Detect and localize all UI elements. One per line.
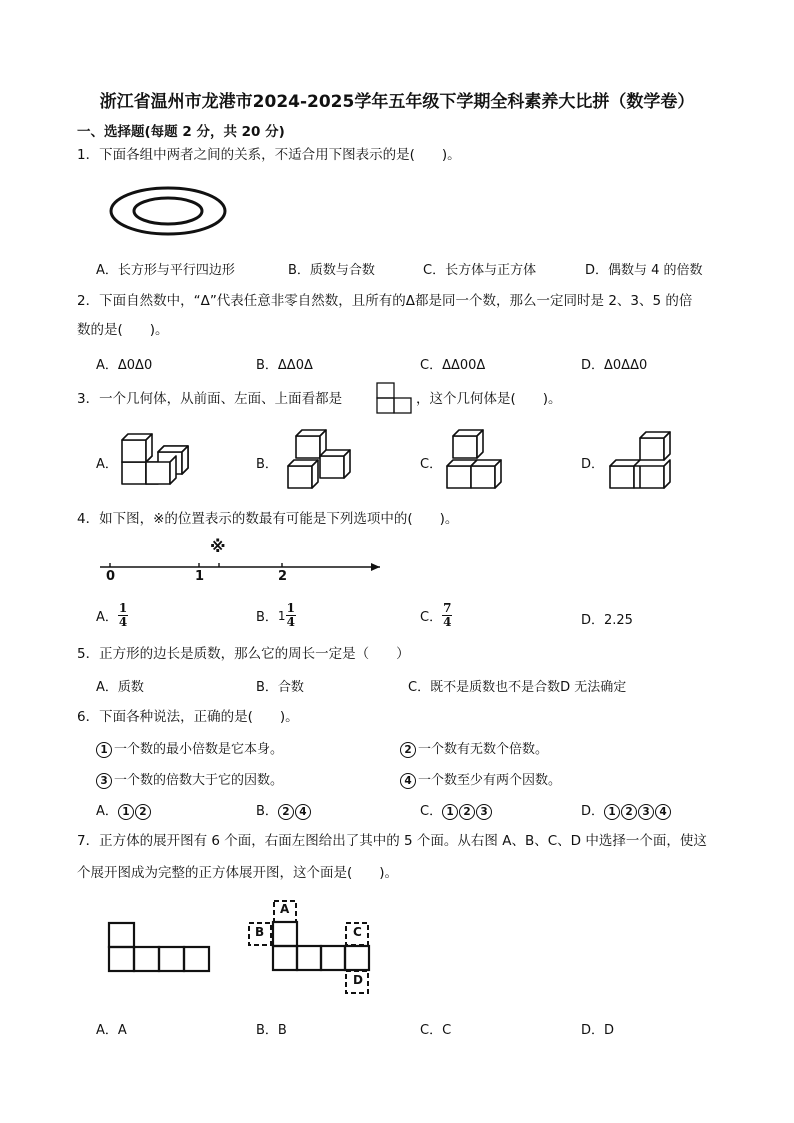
question-3-text-before: 3．一个几何体，从前面、左面、上面看都是: [77, 391, 343, 407]
q7-option-c[interactable]: C．C: [420, 1023, 452, 1038]
fraction-seven-quarters: $\frac{7}{4}$: [443, 601, 452, 629]
question-5-text: 5．正方形的边长是质数，那么它的周长一定是（ ）: [77, 646, 410, 662]
number-line-tick-1: 1: [195, 569, 205, 584]
q6-option-b[interactable]: B． 2 4: [256, 800, 312, 820]
q6-statement-4: 4 一个数至少有两个因数。: [400, 769, 561, 789]
l-shape-view-figure: [375, 381, 413, 415]
q2-option-c[interactable]: C．ΔΔ00Δ: [420, 358, 486, 373]
number-line-tick-2: 2: [278, 569, 288, 584]
q2-option-b[interactable]: B．ΔΔ0Δ: [256, 358, 313, 373]
q4-option-b[interactable]: [256, 602, 296, 629]
q7-option-a[interactable]: A．A: [96, 1023, 127, 1038]
q7-option-b[interactable]: B．B: [256, 1023, 287, 1038]
section-heading: 一、选择题(每题 2 分，共 20 分): [77, 124, 285, 140]
number-line-tick-0: 0: [106, 569, 116, 584]
q2-option-a[interactable]: A．Δ0Δ0: [96, 358, 153, 373]
question-1-text: 1．下面各组中两者之间的关系，不适合用下图表示的是( )。: [77, 147, 461, 163]
question-7-line1: 7．正方体的展开图有 6 个面，右面左图给出了其中的 5 个面。从右图 A、B、C、D 中选择一个面，使这: [77, 833, 707, 849]
q4-option-c[interactable]: [420, 602, 452, 629]
q6-statement-1: 1 一个数的最小倍数是它本身。: [96, 738, 283, 758]
q5-option-a[interactable]: A．质数: [96, 680, 144, 695]
q7-option-d[interactable]: D．D: [581, 1023, 615, 1038]
q3-option-d-cubes[interactable]: [604, 426, 676, 494]
circled-number-icon: 3: [96, 773, 112, 789]
question-2-line2: 数的是( )。: [77, 322, 169, 338]
q5-option-b[interactable]: B．合数: [256, 680, 304, 695]
q4-option-a-label: A．: [96, 610, 118, 625]
q4-option-b-label: B．: [256, 610, 278, 625]
q4-option-d[interactable]: D．2.25: [581, 613, 633, 628]
question-4-text: 4．如下图，※的位置表示的数最有可能是下列选项中的( )。: [77, 511, 459, 527]
q3-option-c-label[interactable]: C．: [420, 457, 443, 472]
q1-option-d[interactable]: D．偶数与 4 的倍数: [585, 263, 703, 278]
net-face-label-d[interactable]: D: [353, 973, 363, 987]
q3-option-b-cubes[interactable]: [282, 426, 356, 494]
question-3-text-after: ，这个几何体是( )。: [416, 391, 562, 407]
fraction-one-quarter: $\frac{1}{4}$: [118, 601, 128, 629]
q4-option-c-label: C．: [420, 610, 443, 625]
question-7-line2: 个展开图成为完整的正方体展开图，这个面是( )。: [77, 865, 399, 881]
q3-option-c-cubes[interactable]: [441, 426, 507, 494]
mixed-number-whole: 1: [277, 608, 286, 623]
nested-ellipses-figure: [108, 184, 230, 238]
q3-option-d-label[interactable]: D．: [581, 457, 605, 472]
circled-number-icon: 1: [96, 742, 112, 758]
q3-option-a-cubes[interactable]: [118, 430, 192, 488]
fraction-one-quarter: $\frac{1}{4}$: [286, 601, 295, 629]
q6-option-a[interactable]: A． 1 2: [96, 800, 152, 820]
page-title: 浙江省温州市龙港市2024-2025学年五年级下学期全科素养大比拼（数学卷）: [99, 92, 695, 112]
question-2-line1: 2．下面自然数中，“Δ”代表任意非零自然数，且所有的Δ都是同一个数，那么一定同时是 2、3、5 的倍: [77, 293, 693, 309]
net-face-label-a[interactable]: A: [280, 902, 290, 916]
q4-option-a[interactable]: [96, 602, 128, 629]
q2-option-d[interactable]: D．Δ0ΔΔ0: [581, 358, 648, 373]
number-line-marker: ※: [210, 537, 226, 556]
number-line-figure: [96, 538, 386, 588]
net-face-label-c[interactable]: C: [353, 925, 362, 939]
q5-option-c[interactable]: C．既不是质数也不是合数D 无法确定: [408, 680, 627, 695]
q6-statement-3: 3 一个数的倍数大于它的因数。: [96, 769, 283, 789]
net-face-label-b[interactable]: B: [255, 925, 265, 939]
circled-number-icon: 4: [400, 773, 416, 789]
q3-option-a-label[interactable]: A．: [96, 457, 118, 472]
question-6-text: 6．下面各种说法，正确的是( )。: [77, 709, 299, 725]
q1-option-a[interactable]: A．长方形与平行四边形: [96, 263, 235, 278]
q1-option-b[interactable]: B．质数与合数: [288, 263, 375, 278]
q6-option-d[interactable]: D． 1 2 3 4: [581, 800, 672, 820]
partial-cube-net-figure: [106, 920, 212, 974]
q6-statement-2: 2 一个数有无数个倍数。: [400, 738, 548, 758]
circled-number-icon: 2: [400, 742, 416, 758]
q3-option-b-label[interactable]: B．: [256, 457, 278, 472]
q6-option-c[interactable]: C． 1 2 3: [420, 800, 493, 820]
q1-option-c[interactable]: C．长方体与正方体: [423, 263, 537, 278]
